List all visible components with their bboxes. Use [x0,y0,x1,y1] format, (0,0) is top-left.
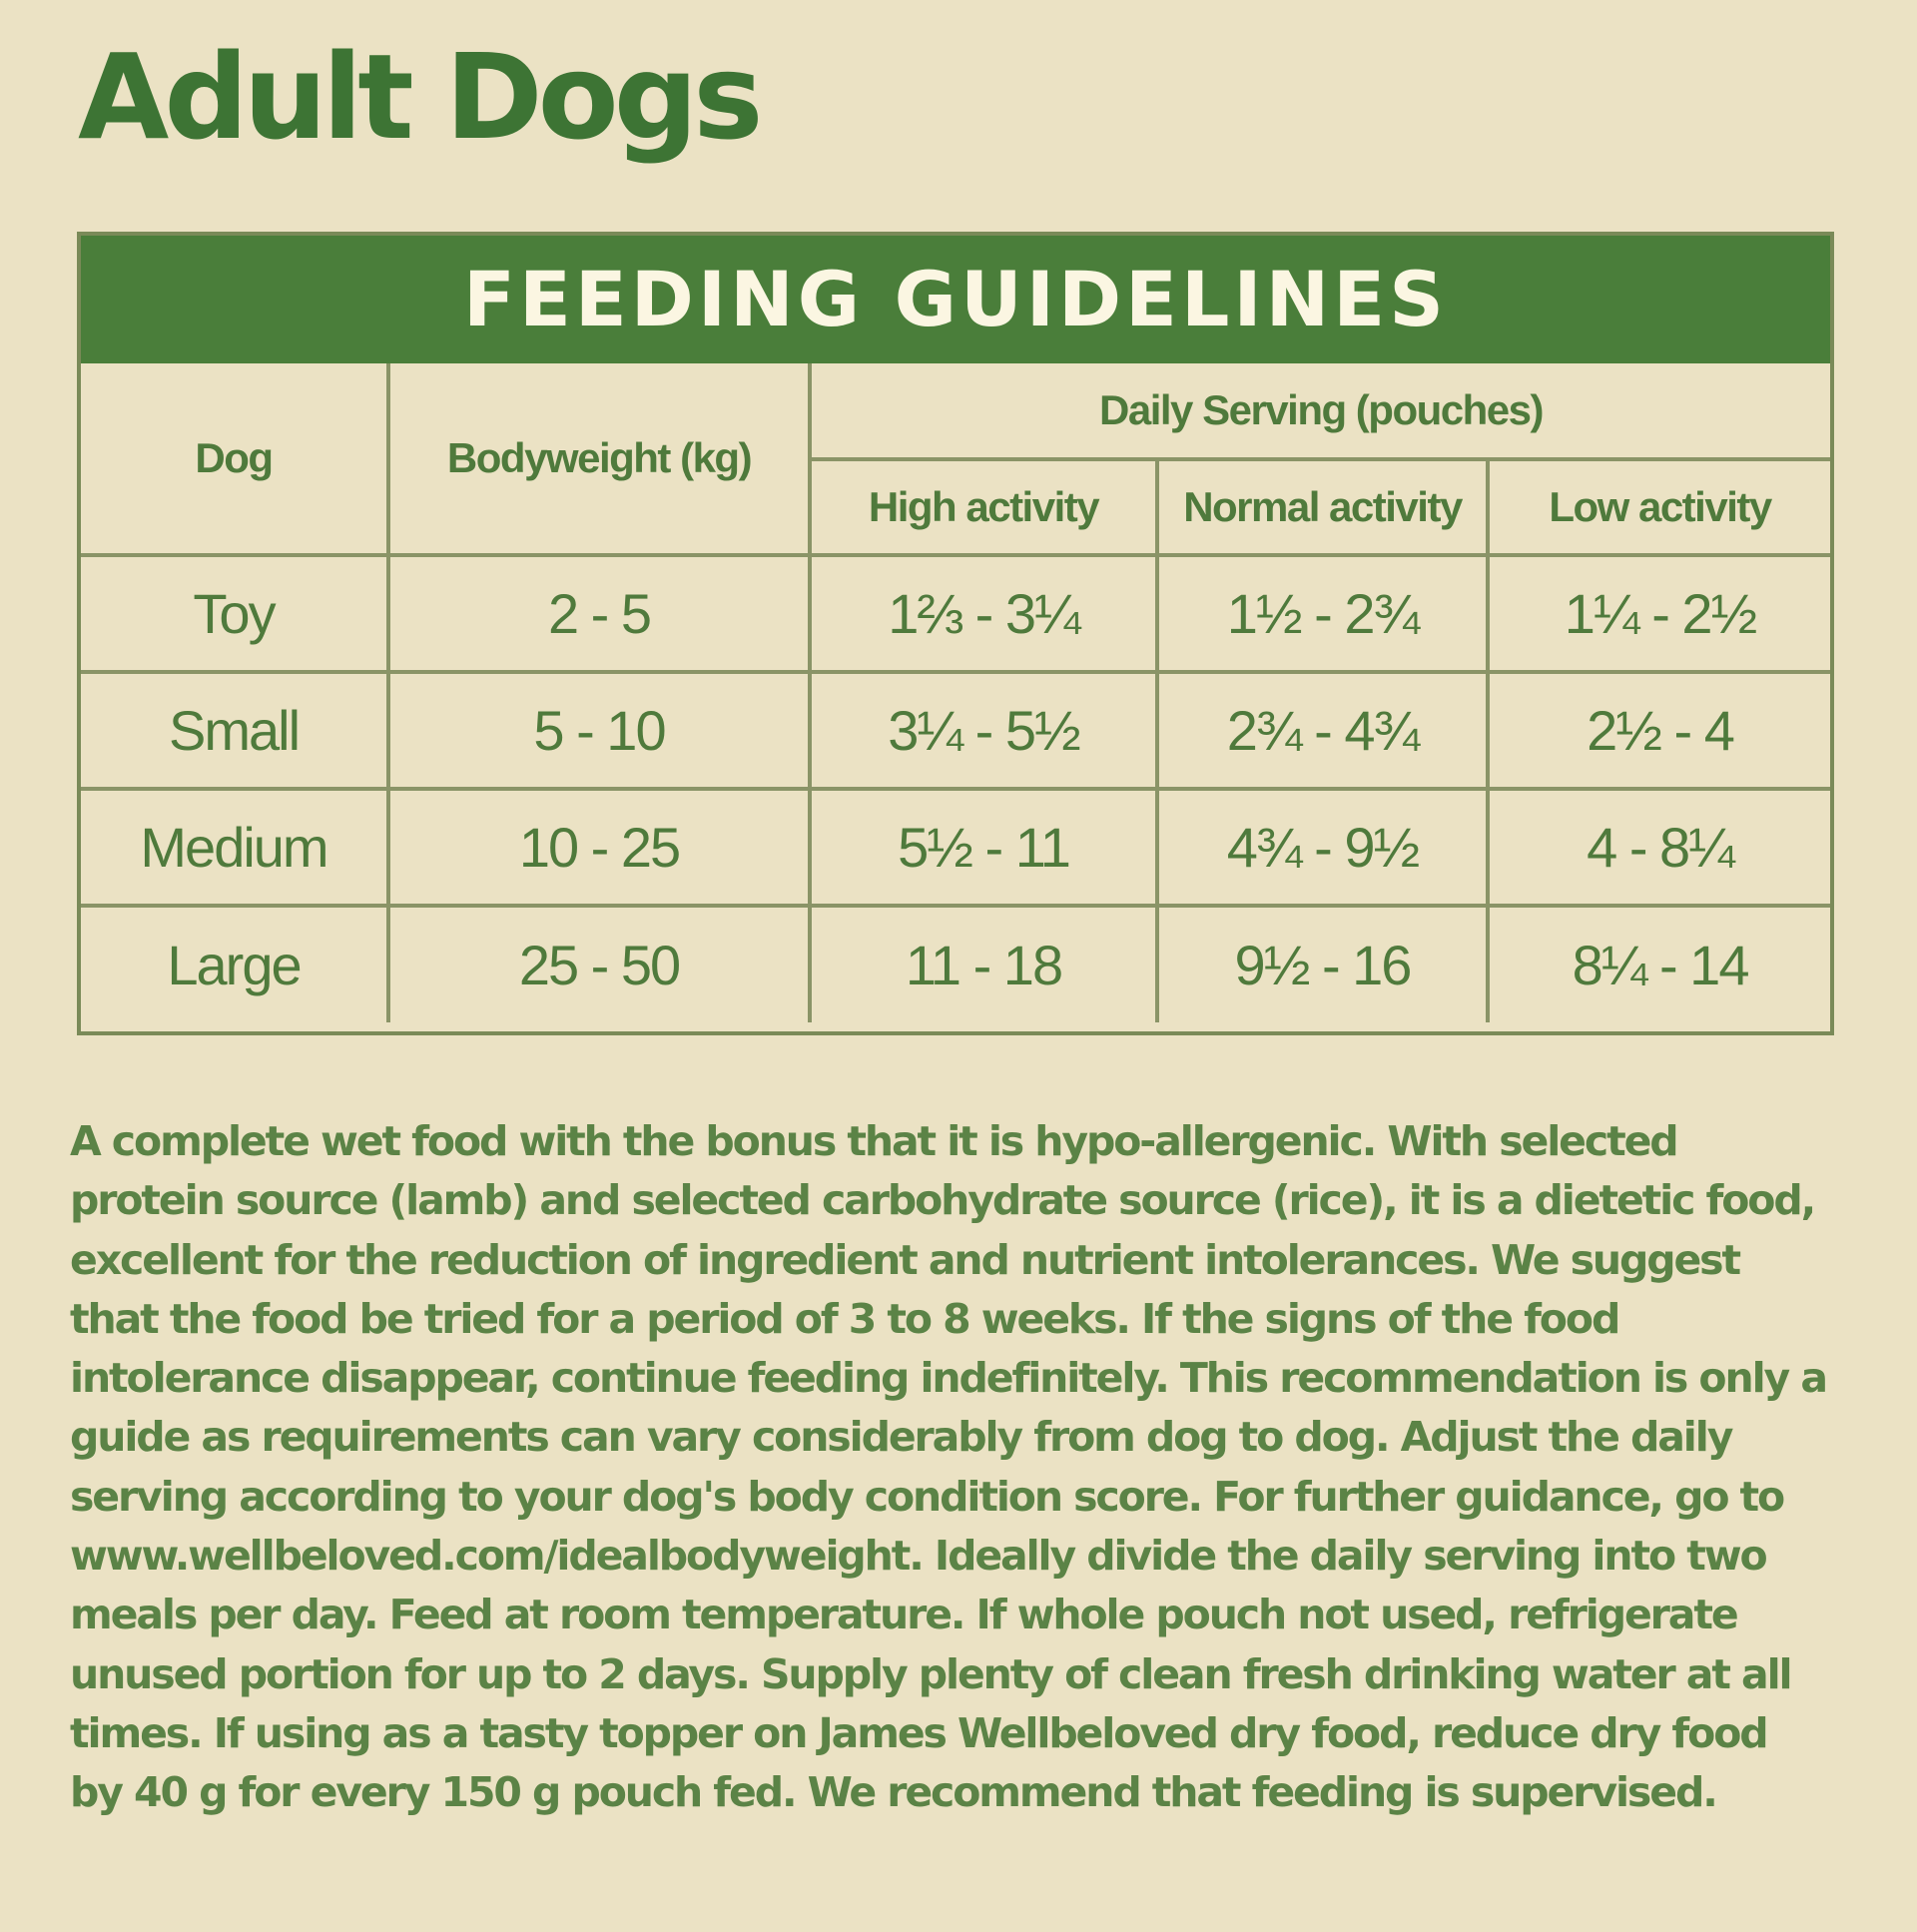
cell-low-activity: 8¼ - 14 [1488,906,1830,1022]
cell-high-activity: 3¼ - 5½ [810,672,1157,789]
product-description: A complete wet food with the bonus that it is hypo-allergenic. With selected protein source (lamb) and selected carbohydrate source (rice), it is a dietetic food, excellent for the reduction of ingredient and nutrient intolerances. We suggest that the food be tried for a period of 3 to 8 weeks. If the signs of the food intolerance disappear, continue feeding indefinitely. This recommendation is only a guide as requirements can vary considerably from dog to dog. Adjust the daily serving according to your dog's body condition score. For further guidance, go to www.wellbeloved.com/idealbodyweight. Ideally divide the daily serving into two meals per day. Feed at room temperature. If whole pouch not used, refrigerate unused portion for up to 2 days. Supply plenty of clean fresh drinking water at all times. If using as a tasty topper on James Wellbeloved dry food, reduce dry food by 40 g for every 150 g pouch fed. We recommend that feeding is supervised. [70,1117,1826,1817]
table-row [81,555,1830,672]
cell-high-activity: 5½ - 11 [810,789,1157,906]
cell-normal-activity: 4¾ - 9½ [1157,789,1488,906]
page-title: Adult Dogs [78,28,759,166]
cell-bodyweight: 25 - 50 [388,906,810,1022]
table-row [81,672,1830,789]
cell-dog: Medium [81,789,388,906]
column-header-normal-activity: Normal activity [1157,459,1488,555]
cell-bodyweight: 2 - 5 [388,555,810,672]
column-header-dog: Dog [81,363,388,555]
table-row [81,906,1830,1022]
column-header-daily-serving: Daily Serving (pouches) [810,363,1830,459]
table-header-row [81,363,1830,459]
cell-low-activity: 1¼ - 2½ [1488,555,1830,672]
table-heading: FEEDING GUIDELINES [463,255,1448,343]
cell-normal-activity: 1½ - 2¾ [1157,555,1488,672]
cell-normal-activity: 2¾ - 4¾ [1157,672,1488,789]
cell-bodyweight: 5 - 10 [388,672,810,789]
column-header-bodyweight: Bodyweight (kg) [388,363,810,555]
cell-high-activity: 1⅔ - 3¼ [810,555,1157,672]
cell-dog: Large [81,906,388,1022]
column-header-low-activity: Low activity [1488,459,1830,555]
cell-bodyweight: 10 - 25 [388,789,810,906]
cell-high-activity: 11 - 18 [810,906,1157,1022]
feeding-guidelines-table [77,232,1834,1035]
cell-dog: Small [81,672,388,789]
cell-low-activity: 4 - 8¼ [1488,789,1830,906]
table-header-band [81,236,1830,363]
cell-dog: Toy [81,555,388,672]
cell-low-activity: 2½ - 4 [1488,672,1830,789]
column-header-high-activity: High activity [810,459,1157,555]
table-row [81,789,1830,906]
feeding-table-grid [81,363,1830,1022]
cell-normal-activity: 9½ - 16 [1157,906,1488,1022]
